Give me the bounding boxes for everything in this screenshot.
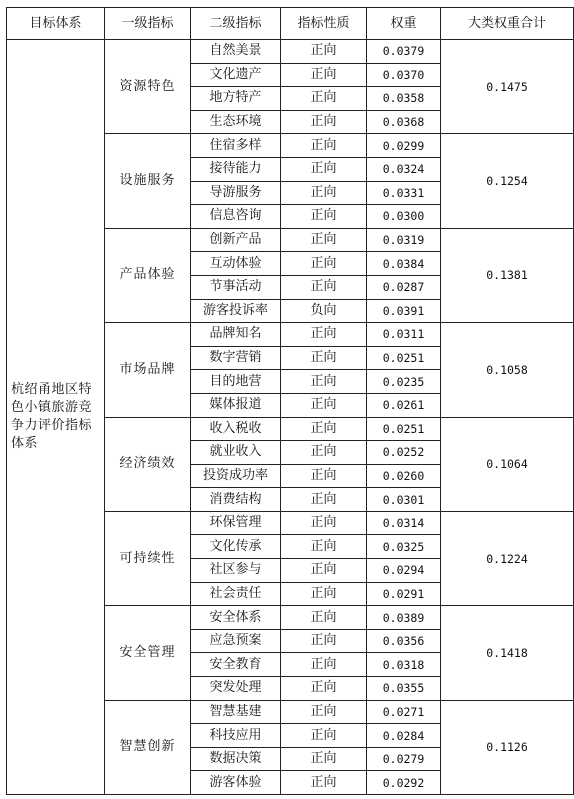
weight-cell: 0.0291	[367, 582, 441, 606]
level1-indicator-cell: 设施服务	[105, 134, 191, 228]
table-body	[7, 40, 574, 795]
level2-indicator-cell: 创新产品	[191, 228, 281, 252]
level2-indicator-cell: 目的地营	[191, 370, 281, 394]
nature-cell: 正向	[281, 464, 367, 488]
level2-indicator-cell: 投资成功率	[191, 464, 281, 488]
nature-cell: 正向	[281, 346, 367, 370]
nature-cell: 正向	[281, 110, 367, 134]
weight-cell: 0.0251	[367, 417, 441, 441]
nature-cell: 正向	[281, 134, 367, 158]
nature-cell: 正向	[281, 582, 367, 606]
level2-indicator-cell: 住宿多样	[191, 134, 281, 158]
level2-indicator-cell: 环保管理	[191, 511, 281, 535]
level2-indicator-cell: 生态环境	[191, 110, 281, 134]
level2-indicator-cell: 信息咨询	[191, 205, 281, 229]
group-total-cell: 0.1064	[441, 417, 574, 511]
weight-cell: 0.0271	[367, 700, 441, 724]
nature-cell: 正向	[281, 535, 367, 559]
nature-cell: 正向	[281, 747, 367, 771]
level1-indicator-cell: 可持续性	[105, 511, 191, 605]
level2-indicator-cell: 媒体报道	[191, 393, 281, 417]
weight-cell: 0.0355	[367, 677, 441, 701]
group-total-cell: 0.1058	[441, 323, 574, 417]
weight-cell: 0.0284	[367, 724, 441, 748]
level1-indicator-cell: 资源特色	[105, 40, 191, 134]
nature-cell: 正向	[281, 417, 367, 441]
level2-indicator-cell: 应急预案	[191, 629, 281, 653]
weight-cell: 0.0260	[367, 464, 441, 488]
level2-indicator-cell: 安全体系	[191, 606, 281, 630]
weight-cell: 0.0370	[367, 63, 441, 87]
nature-cell: 正向	[281, 63, 367, 87]
table-row	[7, 40, 574, 64]
weight-cell: 0.0251	[367, 346, 441, 370]
group-total-cell: 0.1224	[441, 511, 574, 605]
nature-cell: 正向	[281, 771, 367, 795]
level2-indicator-cell: 品牌知名	[191, 323, 281, 347]
level2-indicator-cell: 节事活动	[191, 275, 281, 299]
weight-cell: 0.0384	[367, 252, 441, 276]
weight-cell: 0.0287	[367, 275, 441, 299]
nature-cell: 正向	[281, 323, 367, 347]
weight-cell: 0.0301	[367, 488, 441, 512]
level2-indicator-cell: 就业收入	[191, 441, 281, 465]
weight-cell: 0.0279	[367, 747, 441, 771]
nature-cell: 正向	[281, 275, 367, 299]
nature-cell: 正向	[281, 559, 367, 583]
level2-indicator-cell: 科技应用	[191, 724, 281, 748]
header-row	[7, 8, 574, 40]
level2-indicator-cell: 地方特产	[191, 87, 281, 111]
header-total: 大类权重合计	[441, 8, 574, 40]
nature-cell: 正向	[281, 441, 367, 465]
nature-cell: 正向	[281, 606, 367, 630]
level2-indicator-cell: 数字营销	[191, 346, 281, 370]
nature-cell: 正向	[281, 370, 367, 394]
weight-cell: 0.0358	[367, 87, 441, 111]
weight-cell: 0.0294	[367, 559, 441, 583]
header-target: 目标体系	[7, 8, 105, 40]
level2-indicator-cell: 游客体验	[191, 771, 281, 795]
level2-indicator-cell: 数据决策	[191, 747, 281, 771]
level2-indicator-cell: 消费结构	[191, 488, 281, 512]
target-system-cell: 杭绍甬地区特色小镇旅游竞争力评价指标体系	[7, 40, 105, 795]
level2-indicator-cell: 文化传承	[191, 535, 281, 559]
nature-cell: 正向	[281, 700, 367, 724]
level1-indicator-cell: 智慧创新	[105, 700, 191, 794]
weight-cell: 0.0319	[367, 228, 441, 252]
nature-cell: 正向	[281, 677, 367, 701]
weight-cell: 0.0299	[367, 134, 441, 158]
nature-cell: 正向	[281, 40, 367, 64]
level2-indicator-cell: 文化遗产	[191, 63, 281, 87]
group-total-cell: 0.1475	[441, 40, 574, 134]
group-total-cell: 0.1381	[441, 228, 574, 322]
weight-cell: 0.0300	[367, 205, 441, 229]
indicator-table	[6, 7, 574, 795]
level2-indicator-cell: 社区参与	[191, 559, 281, 583]
level1-indicator-cell: 安全管理	[105, 606, 191, 700]
group-total-cell: 0.1126	[441, 700, 574, 794]
level2-indicator-cell: 安全教育	[191, 653, 281, 677]
header-level1: 一级指标	[105, 8, 191, 40]
weight-cell: 0.0389	[367, 606, 441, 630]
group-total-cell: 0.1254	[441, 134, 574, 228]
weight-cell: 0.0311	[367, 323, 441, 347]
weight-cell: 0.0235	[367, 370, 441, 394]
header-nature: 指标性质	[281, 8, 367, 40]
weight-cell: 0.0331	[367, 181, 441, 205]
weight-cell: 0.0324	[367, 157, 441, 181]
weight-cell: 0.0379	[367, 40, 441, 64]
level2-indicator-cell: 社会责任	[191, 582, 281, 606]
nature-cell: 正向	[281, 205, 367, 229]
level2-indicator-cell: 游客投诉率	[191, 299, 281, 323]
level1-indicator-cell: 产品体验	[105, 228, 191, 322]
header-level2: 二级指标	[191, 8, 281, 40]
weight-cell: 0.0391	[367, 299, 441, 323]
level2-indicator-cell: 突发处理	[191, 677, 281, 701]
nature-cell: 正向	[281, 393, 367, 417]
level2-indicator-cell: 互动体验	[191, 252, 281, 276]
level2-indicator-cell: 接待能力	[191, 157, 281, 181]
weight-cell: 0.0252	[367, 441, 441, 465]
level2-indicator-cell: 导游服务	[191, 181, 281, 205]
weight-cell: 0.0292	[367, 771, 441, 795]
nature-cell: 负向	[281, 299, 367, 323]
nature-cell: 正向	[281, 181, 367, 205]
level2-indicator-cell: 自然美景	[191, 40, 281, 64]
header-weight: 权重	[367, 8, 441, 40]
nature-cell: 正向	[281, 653, 367, 677]
nature-cell: 正向	[281, 252, 367, 276]
weight-cell: 0.0261	[367, 393, 441, 417]
weight-cell: 0.0314	[367, 511, 441, 535]
weight-cell: 0.0368	[367, 110, 441, 134]
weight-cell: 0.0318	[367, 653, 441, 677]
level2-indicator-cell: 收入税收	[191, 417, 281, 441]
weight-cell: 0.0325	[367, 535, 441, 559]
nature-cell: 正向	[281, 87, 367, 111]
nature-cell: 正向	[281, 488, 367, 512]
weight-cell: 0.0356	[367, 629, 441, 653]
nature-cell: 正向	[281, 157, 367, 181]
nature-cell: 正向	[281, 228, 367, 252]
nature-cell: 正向	[281, 724, 367, 748]
nature-cell: 正向	[281, 511, 367, 535]
level2-indicator-cell: 智慧基建	[191, 700, 281, 724]
nature-cell: 正向	[281, 629, 367, 653]
level1-indicator-cell: 经济绩效	[105, 417, 191, 511]
level1-indicator-cell: 市场品牌	[105, 323, 191, 417]
group-total-cell: 0.1418	[441, 606, 574, 700]
